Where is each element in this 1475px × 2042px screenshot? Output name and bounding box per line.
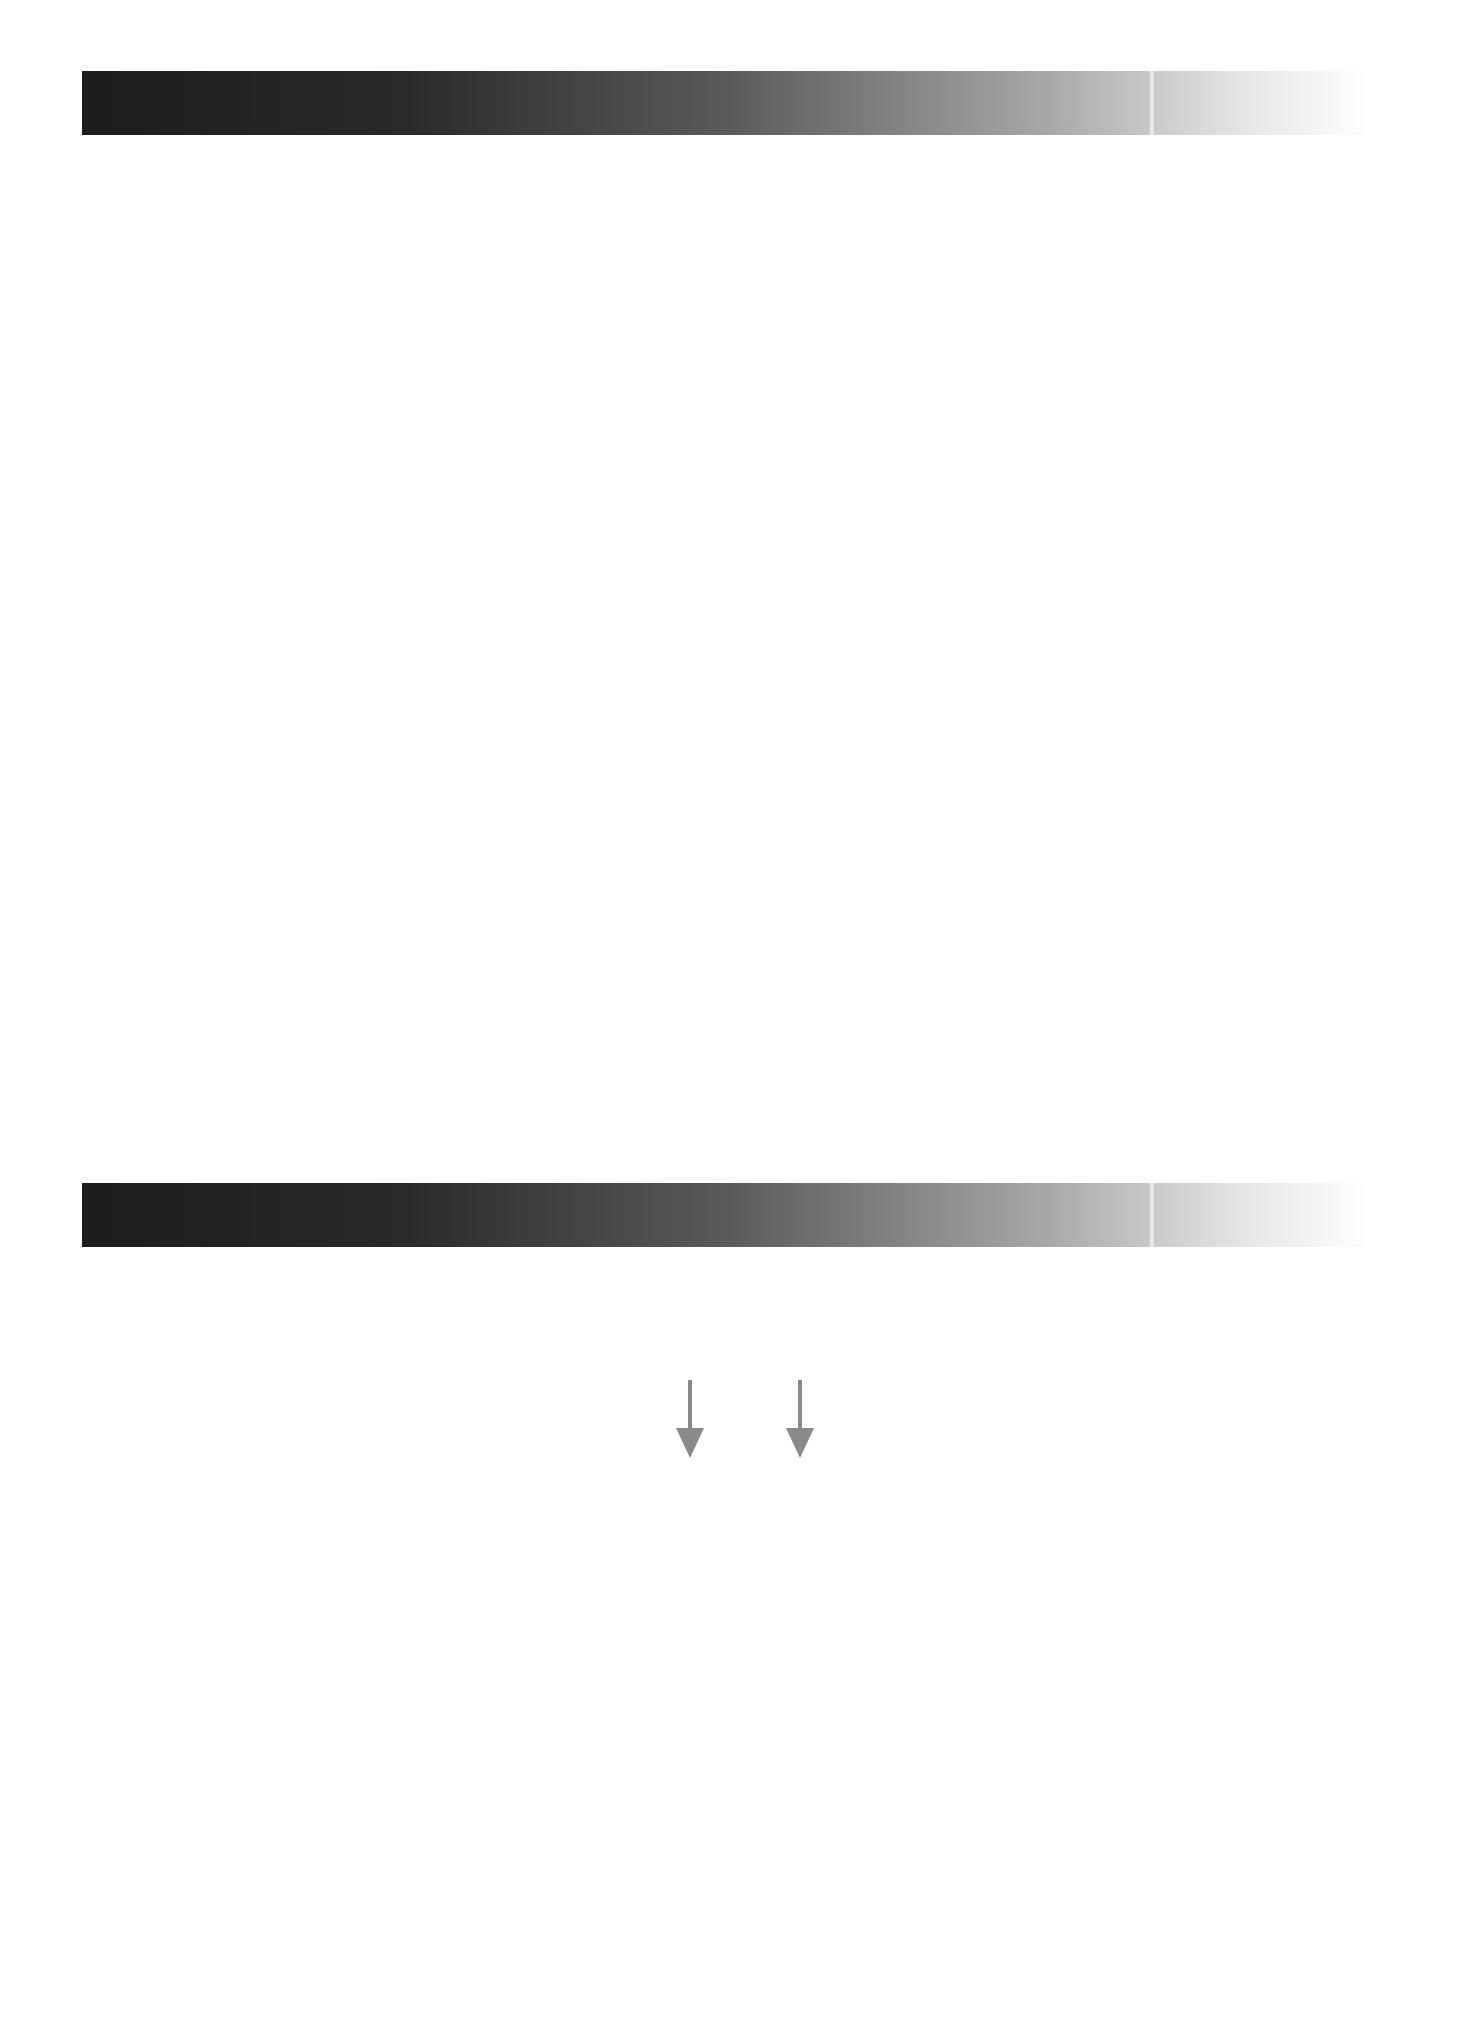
arrow-pm-icon [786,1380,814,1458]
header-divider [1150,71,1154,135]
section-header-display [82,1183,1372,1247]
section-header-features [82,71,1372,135]
header-divider [1150,1183,1154,1247]
seven-segment-display-diagram [0,1300,1475,1770]
arrow-al-icon [676,1380,704,1458]
